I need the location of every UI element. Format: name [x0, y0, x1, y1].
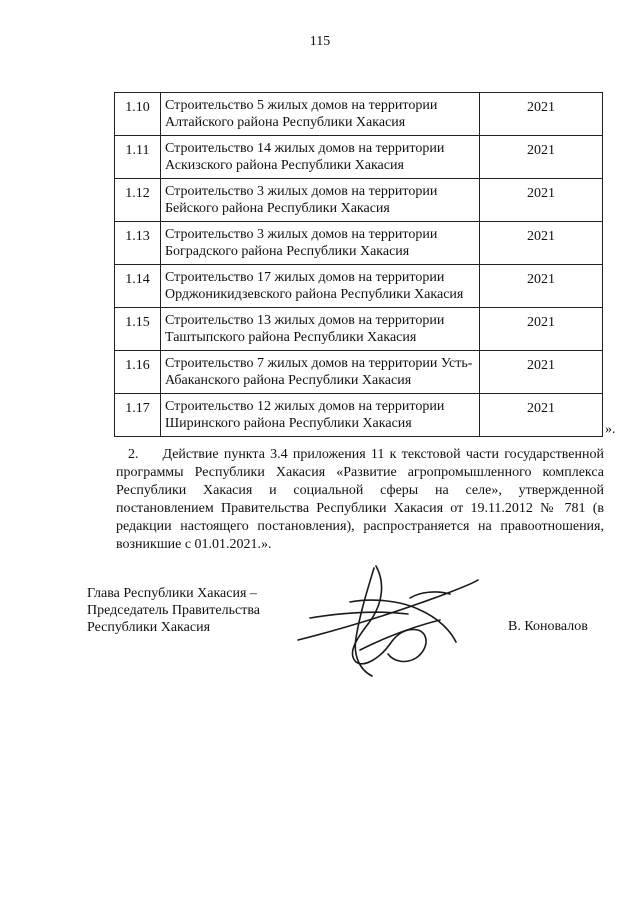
row-description-line-2: Таштыпского района Республики Хакасия — [165, 330, 417, 345]
page-number: 115 — [309, 34, 331, 49]
row-number: 1.13 — [115, 222, 161, 265]
row-description — [161, 93, 480, 136]
row-description-line-1: Строительство 3 жилых домов на территории — [165, 184, 438, 199]
paragraph-number: 2. — [128, 447, 139, 462]
row-description-line-2: Ширинского района Республики Хакасия — [165, 416, 412, 431]
row-year: 2021 — [480, 394, 603, 437]
table-row — [115, 222, 603, 265]
row-description-line-2: Бейского района Республики Хакасия — [165, 201, 390, 216]
signatory-title — [87, 585, 260, 636]
row-description-line-1: Строительство 3 жилых домов на территории — [165, 227, 438, 242]
signatory-title-line-1: Глава Республики Хакасия – — [87, 586, 257, 601]
row-number: 1.11 — [115, 136, 161, 179]
row-description-line-2: Боградского района Республики Хакасия — [165, 244, 410, 259]
row-year: 2021 — [480, 93, 603, 136]
row-description-line-2: Орджоникидзевского района Республики Хакасия — [165, 287, 464, 302]
paragraph-text: Действие пункта 3.4 приложения 11 к текстовой части государственной программы Республики Хакасия «Развитие агропромышленного комплекса Республики Хакасия и социальной сферы на селе», утвержденной постановлением Правительства Республики Хакасия от 19.11.2012 № 781 (в редакции настоящего постановления), распространяется на правоотношения, возникшие с 01.01.2021.». — [116, 447, 604, 552]
row-description — [161, 222, 480, 265]
row-year: 2021 — [480, 351, 603, 394]
row-description-line-2: Абаканского района Республики Хакасия — [165, 373, 412, 388]
row-description — [161, 136, 480, 179]
row-description — [161, 394, 480, 437]
row-description-line-2: Алтайского района Республики Хакасия — [165, 115, 406, 130]
handwritten-signature — [290, 558, 480, 683]
table-row — [115, 351, 603, 394]
row-description-line-1: Строительство 5 жилых домов на территории — [165, 98, 438, 113]
row-description-line-1: Строительство 7 жилых домов на территории Усть- — [165, 356, 473, 371]
table-row — [115, 179, 603, 222]
signatory-title-line-3: Республики Хакасия — [87, 620, 211, 635]
signatory-title-line-2: Председатель Правительства — [87, 603, 260, 618]
row-number: 1.15 — [115, 308, 161, 351]
signatory-name: В. Коновалов — [508, 619, 588, 634]
row-year: 2021 — [480, 179, 603, 222]
row-year: 2021 — [480, 265, 603, 308]
row-number: 1.10 — [115, 93, 161, 136]
row-description-line-2: Аскизского района Республики Хакасия — [165, 158, 404, 173]
row-year: 2021 — [480, 136, 603, 179]
table-row — [115, 93, 603, 136]
row-description — [161, 179, 480, 222]
table-body — [115, 93, 603, 437]
row-description — [161, 308, 480, 351]
row-description-line-1: Строительство 12 жилых домов на территории — [165, 399, 445, 414]
row-year: 2021 — [480, 222, 603, 265]
row-year: 2021 — [480, 308, 603, 351]
row-description — [161, 351, 480, 394]
row-description-line-1: Строительство 13 жилых домов на территории — [165, 313, 445, 328]
row-number: 1.17 — [115, 394, 161, 437]
row-description — [161, 265, 480, 308]
row-description-line-1: Строительство 14 жилых домов на территории — [165, 141, 445, 156]
row-number: 1.16 — [115, 351, 161, 394]
row-description-line-1: Строительство 17 жилых домов на территории — [165, 270, 445, 285]
table-row — [115, 308, 603, 351]
table-row — [115, 394, 603, 437]
row-number: 1.14 — [115, 265, 161, 308]
row-number: 1.12 — [115, 179, 161, 222]
closing-quote: ». — [605, 422, 616, 437]
table-row — [115, 136, 603, 179]
construction-plan-table — [114, 92, 603, 437]
paragraph-2 — [116, 446, 604, 554]
table-row — [115, 265, 603, 308]
